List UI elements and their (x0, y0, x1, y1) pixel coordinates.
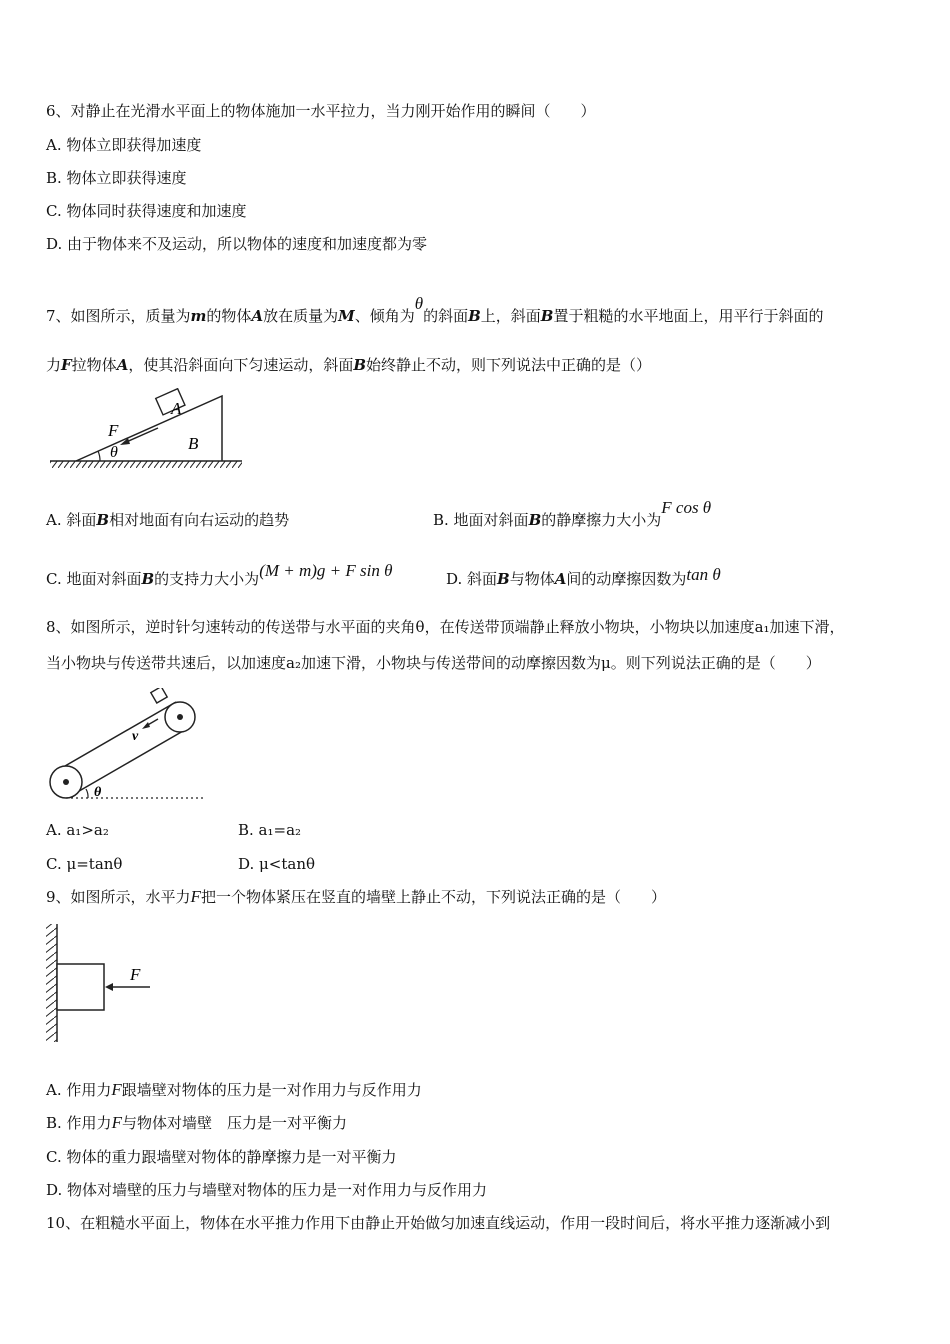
pressed-object (57, 964, 104, 1010)
force-f-arrow (124, 428, 158, 443)
label-f: F (108, 421, 119, 440)
q8-stem-line1: 8、如图所示，逆时针匀速转动的传送带与水平面的夹角θ，在传送带顶端静止释放小物块，小物块以加速度a₁加速下滑， (46, 618, 845, 636)
q8-stem-line2: 当小物块与传送带共速后，以加速度a₂加速下滑，小物块与传送带间的动摩擦因数为μ。则下列说法正确的是（ ） (46, 654, 821, 672)
q9-option-c: C. 物体的重力跟墙壁对物体的静摩擦力是一对平衡力 (46, 1148, 397, 1166)
q9-stem: 9、如图所示，水平力F把一个物体紧压在竖直的墙壁上静止不动，下列说法正确的是（ ） (46, 887, 666, 906)
q8-option-b: B. a₁=a₂ (238, 821, 302, 839)
q8-option-c: C. μ=tanθ (46, 855, 123, 873)
q8-option-d: D. μ<tanθ (238, 855, 316, 873)
angle-arc (86, 789, 88, 798)
angle-arc (98, 451, 100, 461)
upper-pulley-axle (177, 714, 183, 720)
q7-option-c: C. 地面对斜面B的支持力大小为(M + m)g + F sin θ (46, 561, 393, 588)
small-block (151, 688, 167, 703)
q7-option-a: A. 斜面B相对地面有向右运动的趋势 (46, 511, 290, 529)
q6-option-a: A. 物体立即获得加速度 (46, 136, 202, 154)
lower-pulley-axle (63, 779, 69, 785)
label-theta: θ (94, 785, 102, 800)
label-a: A (171, 399, 182, 418)
label-theta: θ (110, 444, 118, 461)
velocity-arrowhead (142, 722, 150, 729)
q8-conveyor-figure (44, 688, 206, 802)
q7-option-b: B. 地面对斜面B的静摩擦力大小为F cos θ (433, 498, 712, 529)
q7-option-d: D. 斜面B与物体A间的动摩擦因数为tan θ (446, 565, 721, 588)
label-f: F (130, 965, 141, 984)
label-b: B (188, 434, 199, 453)
label-v: v (132, 729, 139, 744)
ground-hatch (50, 461, 242, 468)
q8-option-a: A. a₁>a₂ (46, 821, 109, 839)
q6-option-b: B. 物体立即获得速度 (46, 169, 187, 187)
belt-top (65, 702, 176, 766)
wall-hatch (46, 924, 57, 1042)
q6-stem: 6、对静止在光滑水平面上的物体施加一水平拉力，当力刚开始作用的瞬间（ ） (46, 102, 596, 120)
q7-stem-line1: 7、如图所示，质量为m的物体A放在质量为M、倾角为θ的斜面B上，斜面B置于粗糙的水平地面上，用平行于斜面的 (46, 294, 824, 325)
q7-incline-figure (46, 388, 246, 472)
force-f-arrowhead (105, 983, 113, 991)
q7-stem-line2: 力F拉物体A，使其沿斜面向下匀速运动，斜面B始终静止不动，则下列说法中正确的是（） (46, 356, 652, 374)
q6-option-c: C. 物体同时获得速度和加速度 (46, 202, 247, 220)
q9-option-a: A. 作用力F跟墙壁对物体的压力是一对作用力与反作用力 (46, 1080, 422, 1099)
q9-option-b: B. 作用力F与物体对墙壁 压力是一对平衡力 (46, 1113, 347, 1132)
q10-stem-line1: 10、在粗糙水平面上，物体在水平推力作用下由静止开始做匀加速直线运动，作用一段时间后，将水平推力逐渐减小到 (46, 1214, 831, 1232)
q6-option-d: D. 由于物体来不及运动，所以物体的速度和加速度都为零 (46, 235, 428, 253)
q9-option-d: D. 物体对墙壁的压力与墙壁对物体的压力是一对作用力与反作用力 (46, 1181, 488, 1199)
q9-wall-figure (44, 922, 156, 1046)
